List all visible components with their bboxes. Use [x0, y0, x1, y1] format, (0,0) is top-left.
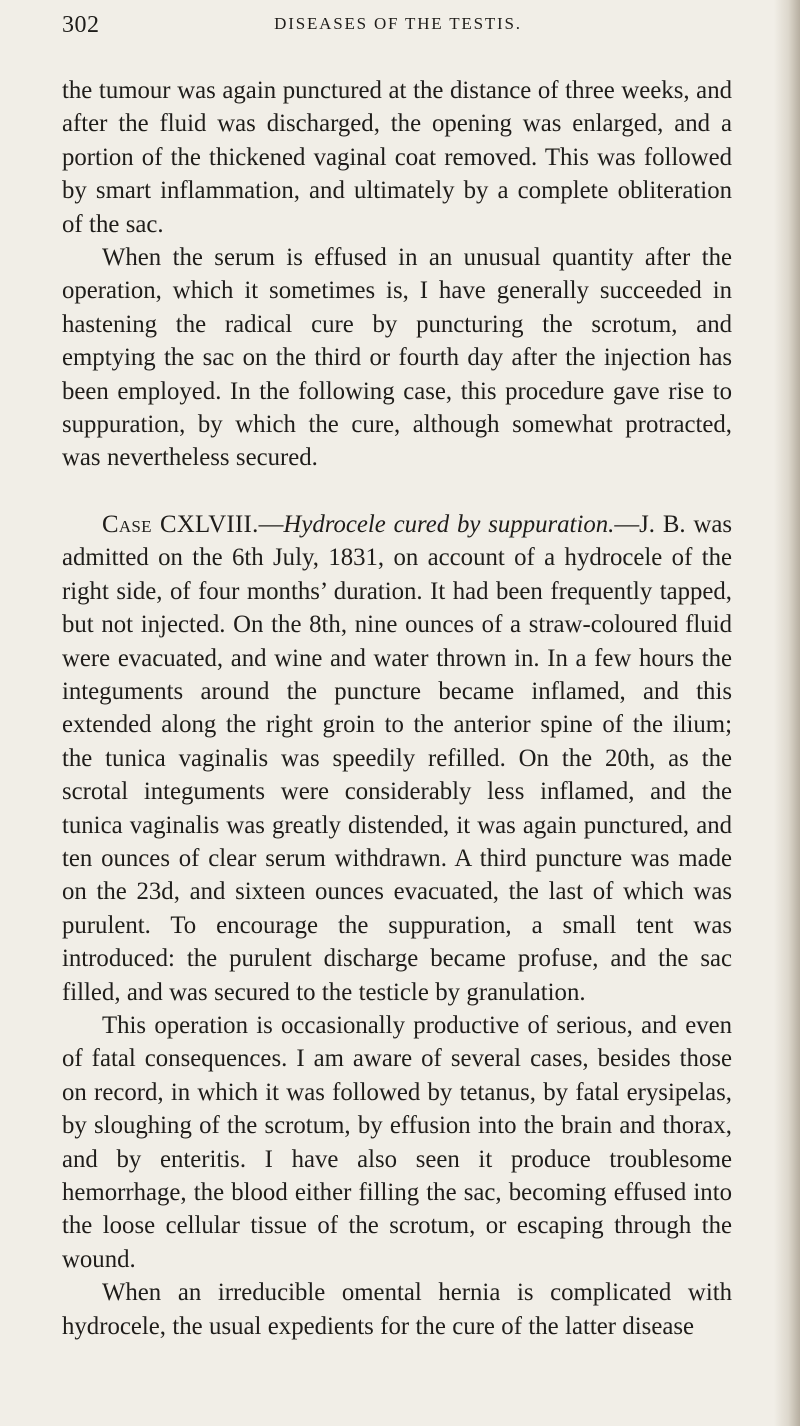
case-dash: —: [258, 510, 284, 538]
paragraph-serum-effusion: When the serum is effused in an unusual quantity after the operation, which it sometimes is, I have generally succeeded in hastening the radical cure by puncturing the scrotum, and emptying the sac on the third or fourth day after the injection has been employed. In the following case, this procedure gave rise to suppuration, by which the cure, although somewhat protracted, was nevertheless secured.: [62, 244, 732, 472]
page-header: [62, 10, 734, 50]
case-paragraph: [62, 508, 732, 1009]
case-title: Hydrocele cured by suppuration.: [283, 510, 615, 538]
page-number: 302: [62, 12, 100, 38]
case-label: Case CXLVIII.: [102, 510, 259, 538]
running-head: DISEASES OF THE TESTIS.: [274, 14, 522, 33]
paragraph-consequences: This operation is occasionally productive of serious, and even of fatal consequences. I am aware of several cases, besides those on record, in which it was followed by tetanus, by fatal erysipelas, by sloughing of the scrotum, by effusion into the brain and thorax, and by enteritis. I have also seen it produce troublesome hemorrhage, the blood either filling the sac, becoming effused into the loose cellular tissue of the scrotum, or escaping through the wound.: [62, 1011, 732, 1273]
page-body: [62, 74, 732, 1343]
paragraph-continuation: the tumour was again punctured at the distance of three weeks, and after the fluid was discharged, the opening was enlarged, and a portion of the thickened vaginal coat removed. This was followed by smart inflammation, and ultimately by a complete obliteration of the sac.: [62, 77, 732, 238]
case-body: —J. B. was admitted on the 6th July, 1831, on account of a hydrocele of the right side, of four months’ duration. It had been frequently tapped, but not injected. On the 8th, nine ounces of a straw-coloured fluid were evacuated, and wine and water thrown in. In a few hours the integuments around the puncture became inflamed, and this extended along the right groin to the anterior spine of the ilium; the tunica vaginalis was speedily refilled. On the 20th, as the scrotal integuments were considerably less inflamed, and the tunica vaginalis was greatly distended, it was again punctured, and ten ounces of clear serum withdrawn. A third puncture was made on the 23d, and sixteen ounces evacuated, the last of which was purulent. To encourage the suppuration, a small tent was introduced: the purulent discharge became profuse, and the sac filled, and was secured to the testicle by granulation.: [62, 510, 733, 1006]
page-edge-shadow: [774, 0, 800, 1426]
paragraph-omental-hernia: When an irreducible omental hernia is complicated with hydrocele, the usual expedients for the cure of the latter disease: [62, 1279, 732, 1340]
